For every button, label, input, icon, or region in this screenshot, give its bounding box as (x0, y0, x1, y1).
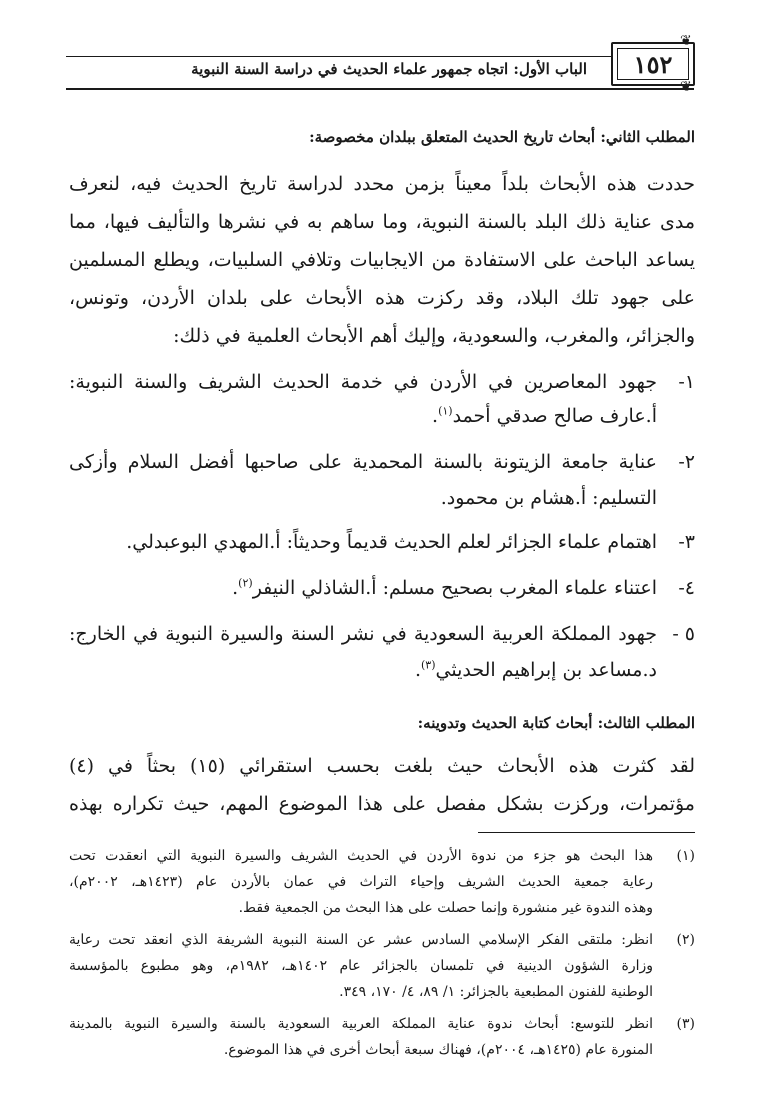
footnote-line: المنورة عام (١٤٢٥هـ، ٢٠٠٤م)، فهناك سبعة أبحاث أخرى في هذا الموضوع. (223, 1042, 653, 1058)
footnote-separator (478, 832, 695, 833)
paragraph-line: لقد كثرت هذه الأبحاث حيث بلغت بحسب استقرائي (١٥) بحثاً في (٤) (69, 755, 695, 777)
page-number-frame (611, 42, 695, 86)
list-item-author: أ.عارف صالح صدقي أحمد (452, 405, 657, 427)
footnote-ref: (٢) (238, 576, 253, 590)
footnote-line: الوطنية للفنون المطبعية بالجزائر: ١/ ٨٩، ٤/ ١٧٠، ٣٤٩. (339, 984, 653, 1000)
header-rule-bottom (66, 88, 694, 90)
paragraph-line: حددت هذه الأبحاث بلداً معيناً بزمن محدد لدراسة تاريخ الحديث فيه، لنعرف (69, 173, 695, 195)
list-item-line: جهود المعاصرين في الأردن في خدمة الحديث الشريف والسنة النبوية: (69, 371, 657, 393)
list-item-author: اعتناء علماء المغرب بصحيح مسلم: أ.الشاذلي النيفر (252, 577, 657, 599)
footnote-line: وهذه الندوة غير منشورة وإنما حصلت على هذا البحث من الجمعية فقط. (238, 900, 653, 916)
list-item-number: ٣- (678, 531, 695, 553)
footnote-marker: (٣) (676, 1016, 695, 1032)
list-item-end: . (432, 405, 439, 427)
footnote-line: هذا البحث هو جزء من ندوة الأردن في الحديث الشريف والسيرة النبوية التي انعقدت تحت (69, 848, 653, 864)
list-item-line: عناية جامعة الزيتونة بالسنة المحمدية على صاحبها أفضل السلام وأزكى (69, 451, 657, 473)
footnote-ref: (١) (438, 404, 453, 418)
footnote-line: انظر للتوسع: أبحاث ندوة عناية المملكة العربية السعودية بالسنة والسيرة النبوية بالمدينة (69, 1016, 653, 1032)
list-item-line (415, 658, 657, 682)
footnote-line: وزارة الشؤون الدينية في تلمسان بالجزائر عام ١٤٠٢هـ، ١٩٨٢م، وهو مطبوع بالمؤسسة (69, 958, 654, 974)
footnote-marker: (٢) (676, 932, 695, 948)
footnote-line: رعاية جمعية الحديث الشريف وإحياء التراث في عمان بالأردن عام (١٤٢٣هـ، ٢٠٠٢م)، (69, 874, 654, 890)
list-item-line (432, 404, 657, 428)
section-heading-3: المطلب الثالث: أبحاث كتابة الحديث وتدوينه: (417, 714, 695, 732)
list-item-line: جهود المملكة العربية السعودية في نشر السنة والسيرة النبوية في الخارج: (69, 623, 657, 645)
list-item-end: . (414, 659, 421, 681)
list-item-line: التسليم: أ.هشام بن محمود. (440, 487, 657, 509)
paragraph-line: مدى عناية ذلك البلد بالسنة النبوية، وما ساهم به في نشرها والتأليف فيها، مما (69, 211, 695, 233)
ornament-top-icon: ❦ (680, 33, 692, 49)
paragraph-line: يساعد الباحث على الاستفادة من الايجابيات وتلافي السلبيات، ويطلع المسلمين (69, 249, 695, 271)
ornament-bottom-icon: ❦ (680, 79, 692, 95)
list-item-line (232, 576, 657, 600)
list-item-number: ١- (678, 371, 695, 393)
paragraph-line: على جهود تلك البلاد، وقد ركزت هذه الأبحاث على بلدان الأردن، وتونس، (69, 287, 695, 309)
footnote-ref: (٣) (420, 658, 436, 672)
list-item-author: د.مساعد بن إبراهيم الحديثي (435, 659, 657, 681)
paragraph-line: مؤتمرات، وركزت بشكل مفصل على هذا الموضوع المهم، حيث تكراره بهذه (69, 793, 695, 815)
list-item-line: اهتمام علماء الجزائر لعلم الحديث قديماً وحديثاً: أ.المهدي البوعبدلي. (126, 531, 657, 553)
footnote-marker: (١) (676, 848, 695, 864)
header-rule-top (66, 56, 611, 57)
footnote-line: انظر: ملتقى الفكر الإسلامي السادس عشر عن السنة النبوية الشريفة الذي انعقد تحت رعاية (69, 932, 653, 948)
running-header: الباب الأول: اتجاه جمهور علماء الحديث في دراسة السنة النبوية (191, 60, 587, 78)
list-item-number: ٤- (678, 577, 695, 599)
section-heading-2: المطلب الثاني: أبحاث تاريخ الحديث المتعلق ببلدان مخصوصة: (309, 128, 695, 146)
page-number: ١٥٢ (631, 50, 676, 79)
list-item-number: ٥ - (672, 623, 695, 645)
list-item-end: . (232, 577, 239, 599)
paragraph-line: والجزائر، والمغرب، والسعودية، وإليك أهم الأبحاث العلمية في ذلك: (173, 325, 695, 347)
list-item-number: ٢- (678, 451, 695, 473)
